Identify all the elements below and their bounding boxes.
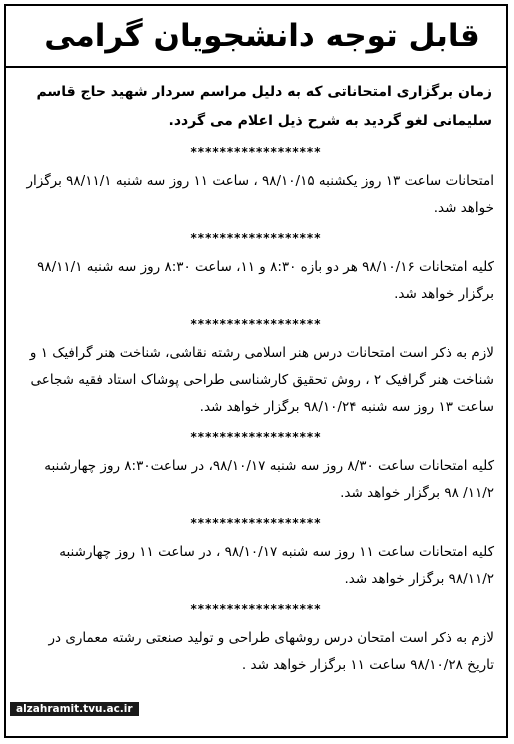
intro-paragraph: زمان برگزاری امتحاناتی که به دلیل مراسم سردار شهید حاج قاسم سلیمانی لغو گردید به شرح ذیل اعلام می گردد. — [36, 84, 492, 129]
title-box — [44, 12, 480, 60]
notice-frame — [4, 4, 508, 738]
separator: ****************** — [190, 317, 322, 331]
separator: ****************** — [190, 602, 322, 616]
separator: ****************** — [190, 430, 322, 444]
notice-item-2: کلیه امتحانات ۹۸/۱۰/۱۶ هر دو بازه ۸:۳۰ و ۱۱، ساعت ۸:۳۰ روز سه شنبه ۹۸/۱۱/۱ برگزار خواهد شد. — [37, 259, 494, 302]
notice-item-6: لازم به ذکر است امتحان درس روشهای طراحی و تولید صنعتی رشته معماری در تاریخ ۹۸/۱۰/۲۸ ساعت ۱۱ برگزار خواهد شد . — [48, 630, 494, 673]
separator: ****************** — [190, 145, 322, 159]
notice-content — [16, 78, 496, 679]
notice-item-4: کلیه امتحانات ساعت ۸/۳۰ روز سه شنبه ۹۸/۱۰/۱۷، در ساعت۸:۳۰ روز چهارشنبه ۱۱/۲/ ۹۸ برگزار خواهد شد. — [44, 458, 494, 501]
notice-item-5: کلیه امتحانات ساعت ۱۱ روز سه شنبه ۹۸/۱۰/۱۷ ، در ساعت ۱۱ روز چهارشنبه ۹۸/۱۱/۲ برگزار خواهد شد. — [59, 544, 494, 587]
notice-item-1: امتحانات ساعت ۱۳ روز یکشنبه ۹۸/۱۰/۱۵ ، ساعت ۱۱ روز سه شنبه ۹۸/۱۱/۱ برگزار خواهد شد. — [26, 173, 494, 216]
title-section — [6, 6, 506, 68]
separator: ****************** — [190, 516, 322, 530]
notice-item-3: لازم به ذکر است امتحانات درس هنر اسلامی رشته نقاشی، شناخت هنر گرافیک ۱ و شناخت هنر گرافیک ۲ ، روش تحقیق کارشناسی طراحی پوشاک استاد فقیه شجاعی ساعت ۱۳ روز سه شنبه ۹۸/۱۰/۲۴ برگزار خواهد شد. — [29, 345, 494, 415]
site-watermark: alzahramit.tvu.ac.ir — [10, 702, 139, 716]
separator: ****************** — [190, 231, 322, 245]
page-title: قابل توجه دانشجویان گرامی — [44, 18, 480, 54]
